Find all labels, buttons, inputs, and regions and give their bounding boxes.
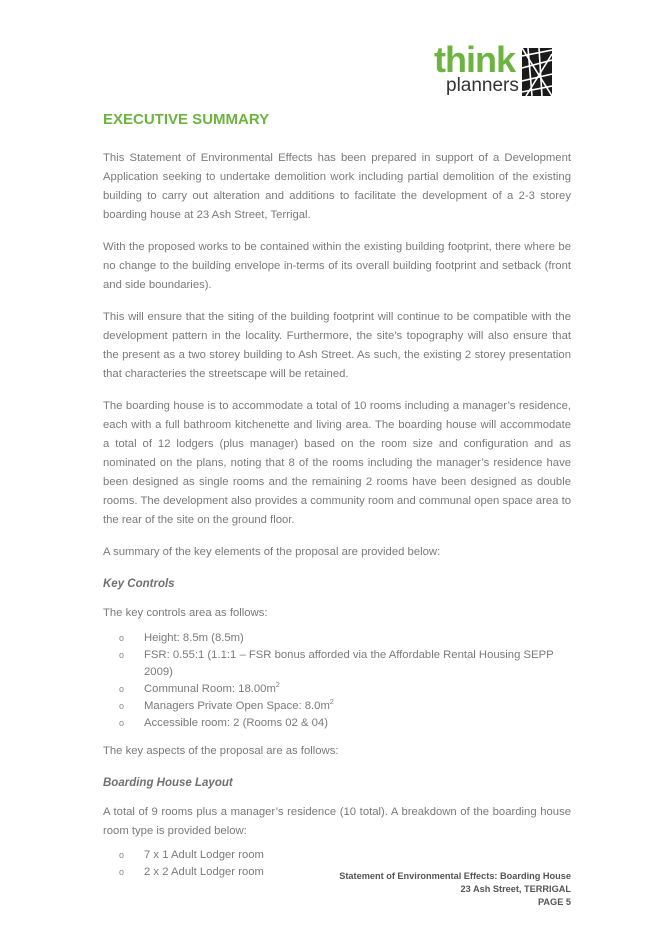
paragraph-intro: This Statement of Environmental Effects has been prepared in support of a Development Application seeking to undertake demolition work including partial demolition of the existing building to carry out alteration and additions to facilitate the development of a 2-3 storey boarding house at 23 Ash Street, Terrigal.: [103, 152, 571, 221]
list-item: o Managers Private Open Space: $8.0m^2$: [103, 698, 571, 715]
map-grid-icon: [522, 48, 552, 96]
page-title: EXECUTIVE SUMMARY: [103, 111, 270, 128]
key-controls-intro: The key controls area as follows:: [103, 607, 268, 619]
footer-page-number: PAGE 5: [537, 897, 571, 907]
list-item: o Height: 8.5m (8.5m): [103, 630, 571, 647]
page-footer: [339, 870, 571, 909]
list-item: o 7 x 1 Adult Lodger room: [103, 847, 571, 864]
logo-word-planners: planners: [446, 75, 519, 96]
list-item: o Communal Room: $18.00m^2$: [103, 681, 571, 698]
boarding-house-intro: A total of 9 rooms plus a manager’s residence (10 total). A breakdown of the boarding house room type is provided below:: [103, 806, 571, 837]
superscript: 2: [329, 699, 334, 707]
section-heading-key-controls: Key Controls: [103, 578, 175, 590]
paragraph-boarding-house: The boarding house is to accommodate a total of 10 rooms including a manager’s residence, each with a full bathroom kitchenette and living area. The boarding house will accommodate a total of 12 lodgers (plus manager) based on the room size and configuration and as nominated on the plans, noting that 8 of the rooms including the manager’s residence have been designed as single rooms and the remaining 2 rooms have been designed as double rooms. The development also provides a community room and communal open space area to the rear of the site on the ground floor.: [103, 400, 571, 526]
logo-word-think: think: [434, 39, 515, 80]
superscript: 2: [275, 682, 280, 690]
document-body: [103, 110, 571, 891]
section-heading-boarding-house-layout: Boarding House Layout: [103, 777, 233, 789]
paragraph-summary-lead: A summary of the key elements of the proposal are provided below:: [103, 546, 441, 558]
paragraph-building-envelope: With the proposed works to be contained within the existing building footprint, there where be no change to the building envelope in-terms of its overall building footprint and setback (front and side boundaries).: [103, 241, 571, 291]
list-item: o Accessible room: 2 (Rooms 02 & 04): [103, 715, 571, 732]
company-logo: [434, 39, 552, 98]
list-item: o 2 x 2 Adult Lodger room: [103, 864, 571, 881]
list-item: o FSR: 0.55:1 (1.1:1 – FSR bonus afforded via the Affordable Rental Housing SEPP 2009): [103, 647, 571, 681]
footer-document-title: Statement of Environmental Effects: Boarding House: [339, 871, 571, 881]
paragraph-siting: This will ensure that the siting of the building footprint will continue to be compatible with the development pattern in the locality. Furthermore, the site’s topography will also ensure that the present as a two storey building to Ash Street. As such, the existing 2 storey presentation that characteries the streetscape will be retained.: [103, 311, 571, 380]
key-aspects-intro: The key aspects of the proposal are as follows:: [103, 745, 339, 757]
footer-address: 23 Ash Street, TERRIGAL: [460, 884, 571, 894]
key-controls-list: [103, 630, 571, 732]
